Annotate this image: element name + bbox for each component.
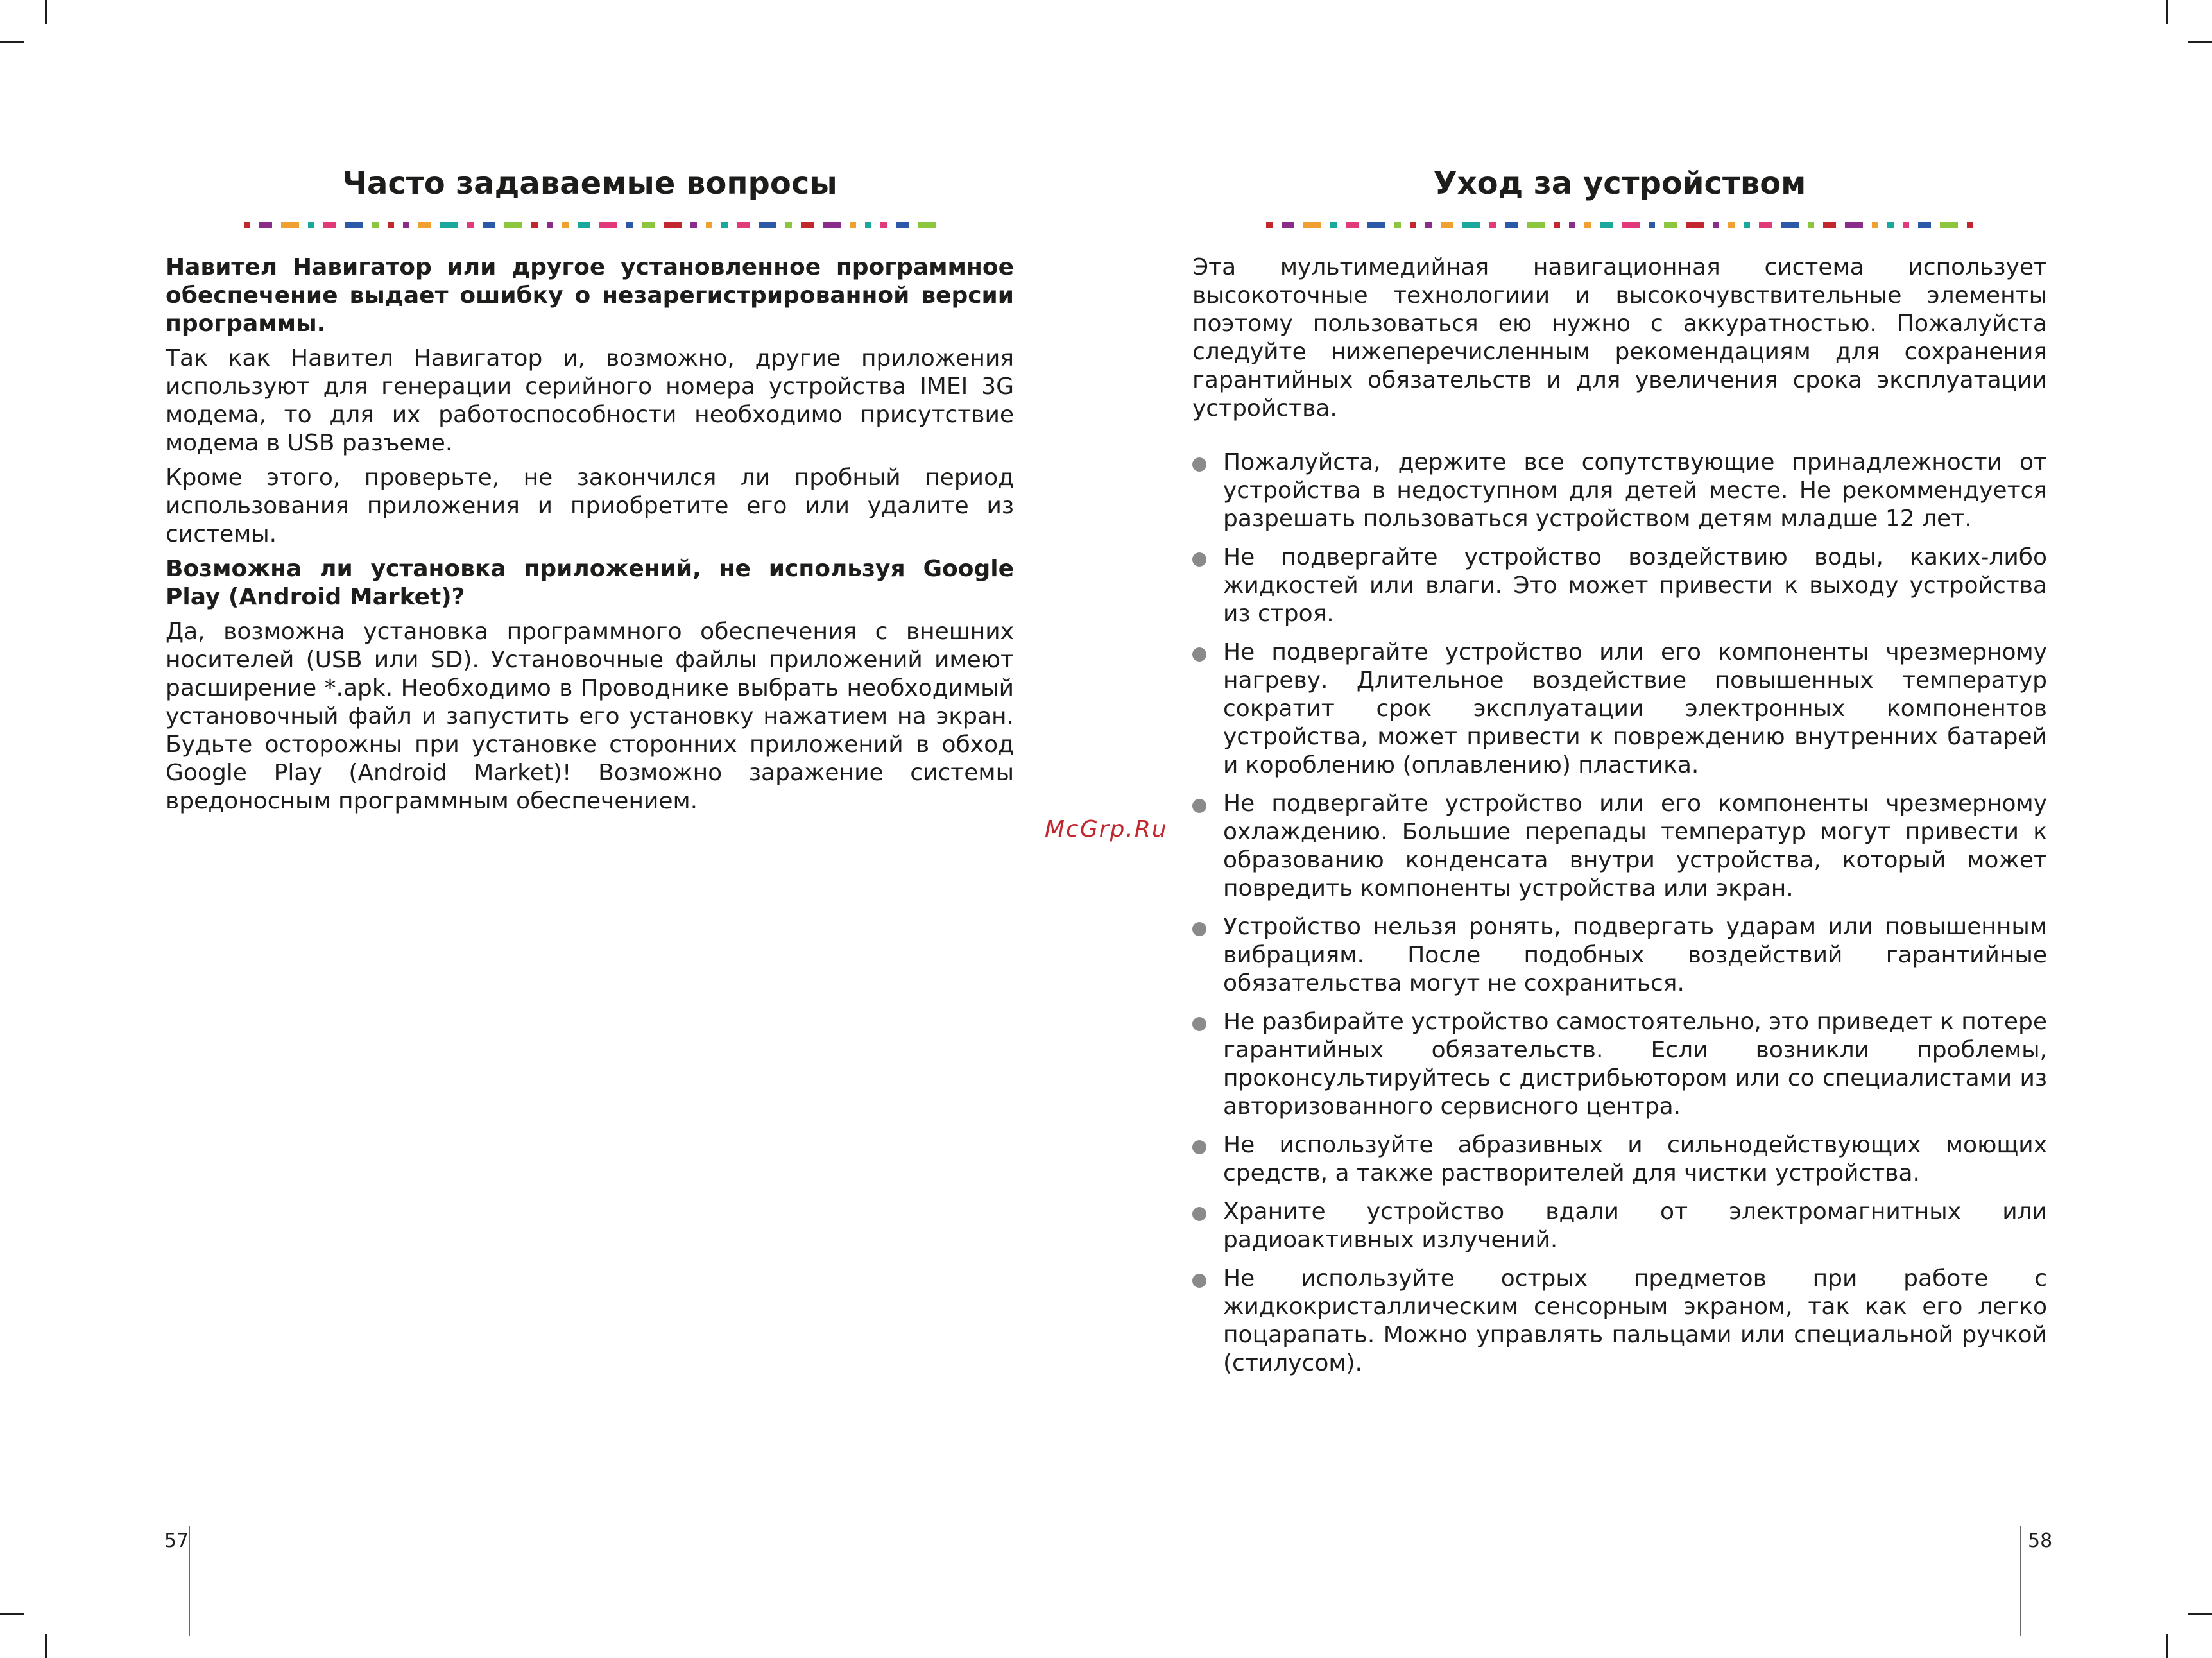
dash-segment [1808, 222, 1814, 228]
dash-segment [1569, 222, 1575, 228]
dash-segment [1713, 222, 1719, 228]
dash-segment [1940, 222, 1958, 228]
care-bullet-item [1192, 1008, 2047, 1121]
dash-segment [1845, 222, 1863, 228]
dash-segment [880, 222, 887, 228]
decorative-dash-rule [166, 222, 1014, 228]
dash-segment [578, 222, 590, 228]
dash-segment [1781, 222, 1799, 228]
dash-segment [1887, 222, 1894, 228]
dash-segment [896, 222, 909, 228]
dash-segment [1346, 222, 1359, 228]
dash-segment [308, 222, 314, 228]
dash-segment [1584, 222, 1591, 228]
dash-segment [1330, 222, 1337, 228]
dash-segment [759, 222, 776, 228]
care-bullet-item [1192, 1198, 2047, 1254]
dash-segment [1441, 222, 1453, 228]
left-column [166, 0, 1014, 1658]
dash-segment [504, 222, 522, 228]
dash-segment [372, 222, 379, 228]
dash-segment [1918, 222, 1931, 228]
dash-segment [1744, 222, 1750, 228]
bullet-text: Не подвергайте устройство или его компоненты чрезмерному нагреву. Длительное воздействие повышенных температур сократит срок эксплуатации электронных компонентов устройства, может привести к повреждению внутренних батарей и короблению (оплавлению) пластика. [1223, 639, 2047, 778]
dash-segment [418, 222, 431, 228]
care-bullet-item [1192, 1131, 2047, 1188]
bullet-text: Не разбирайте устройство самостоятельно, это приведет к потере гарантийных обязательств. Если возникли проблемы, проконсультируйтесь с дистрибьютором или со специалистами из авторизованного сервисного центра. [1223, 1009, 2047, 1120]
dash-segment [801, 222, 814, 228]
dash-segment [1266, 222, 1273, 228]
faq-answer: Да, возможна установка программного обеспечения с внешних носителей (USB или SD). Установочные файлы приложений имеют расширение *.apk. Необходимо в Проводнике выбрать необходимый установочный файл и запустить его установку нажатием на экран. Будьте осторожны при установке сторонних приложений в обход Google Play (Android Market)! Возможно заражение системы вредоносным программным обеспечением. [166, 619, 1014, 814]
dash-segment [1664, 222, 1677, 228]
dash-segment [1686, 222, 1704, 228]
page-number: 57 [164, 1530, 189, 1552]
dash-segment [562, 222, 569, 228]
dash-segment [403, 222, 409, 228]
dash-segment [281, 222, 299, 228]
dash-segment [642, 222, 655, 228]
dash-segment [1394, 222, 1401, 228]
dash-segment [467, 222, 474, 228]
dash-segment [785, 222, 792, 228]
faq-answer: Так как Навител Навигатор и, возможно, другие приложения используют для генерации серийного номера устройства IMEI 3G модема, то для их работоспособности необходимо присутствие модема в USB разъеме. [166, 345, 1014, 456]
dash-segment [1903, 222, 1909, 228]
dash-segment [626, 222, 633, 228]
dash-segment [1303, 222, 1321, 228]
dash-segment [1600, 222, 1613, 228]
bullet-dot-icon [1192, 1207, 1206, 1221]
care-bullet-list [1192, 449, 2047, 1378]
bullet-dot-icon [1192, 1274, 1206, 1288]
faq-answer: Кроме этого, проверьте, не закончился ли пробный период использования приложения и приобретите его или удалите из системы. [166, 465, 1014, 547]
dash-segment [823, 222, 841, 228]
care-bullet-item [1192, 638, 2047, 780]
dash-segment [1367, 222, 1385, 228]
bullet-dot-icon [1192, 647, 1206, 662]
bullet-dot-icon [1192, 552, 1206, 567]
faq-content [166, 253, 1014, 822]
dash-segment [1967, 222, 1973, 228]
dash-segment [547, 222, 553, 228]
dash-segment [440, 222, 458, 228]
page-number: 58 [2028, 1530, 2053, 1552]
dash-segment [1728, 222, 1735, 228]
dash-segment [1425, 222, 1432, 228]
dash-segment [1462, 222, 1480, 228]
dash-segment [1622, 222, 1640, 228]
bullet-text: Не используйте абразивных и сильнодействующих моющих средств, а также растворителей для чистки устройства. [1223, 1132, 2047, 1186]
care-bullet-item [1192, 449, 2047, 533]
dash-segment [1410, 222, 1416, 228]
decorative-dash-rule [1192, 222, 2047, 228]
bullet-dot-icon [1192, 1140, 1206, 1154]
dash-segment [1759, 222, 1772, 228]
dash-segment [721, 222, 728, 228]
care-bullet-item [1192, 913, 2047, 998]
dash-segment [1527, 222, 1545, 228]
bullet-text: Пожалуйста, держите все сопутствующие принадлежности от устройства в недоступном для детей месте. Не рекоммендуется разрешать пользоваться устройством детям младше 12 лет. [1223, 449, 2047, 532]
bullet-dot-icon [1192, 799, 1206, 813]
dash-segment [323, 222, 336, 228]
bullet-text: Храните устройство вдали от электромагнитных или радиоактивных излучений. [1223, 1199, 2047, 1253]
care-bullet-item [1192, 1265, 2047, 1378]
dash-segment [1505, 222, 1518, 228]
dash-segment [244, 222, 250, 228]
right-page [1106, 0, 2212, 1658]
dash-segment [483, 222, 495, 228]
watermark: McGrp.Ru [1045, 816, 1168, 842]
dash-segment [259, 222, 272, 228]
dash-segment [1872, 222, 1878, 228]
dash-segment [850, 222, 856, 228]
dash-segment [690, 222, 697, 228]
dash-segment [1282, 222, 1294, 228]
care-content [1192, 253, 2047, 1388]
dash-segment [664, 222, 682, 228]
intro-paragraph: Эта мультимедийная навигационная система использует высокоточные технологиии и высокочувствительные элементы поэтому пользоваться ею нужно с аккуратностью. Пожалуйста следуйте нижеперечисленным рекомендациям для сохранения гарантийных обязательств и для увеличения срока эксплуатации устройства. [1192, 254, 2047, 422]
dash-segment [865, 222, 871, 228]
page-title: Часто задаваемые вопросы [342, 166, 837, 201]
bullet-text: Не подвергайте устройство или его компоненты чрезмерному охлаждению. Большие перепады температур могут привести к образованию конденсата внутри устройства, который может повредить компоненты устройства или экран. [1223, 791, 2047, 902]
dash-segment [918, 222, 936, 228]
right-column [1192, 0, 2047, 1658]
dash-segment [599, 222, 617, 228]
faq-question: Возможна ли установка приложений, не используя Google Play (Android Market)? [166, 556, 1014, 610]
dash-segment [706, 222, 712, 228]
bullet-dot-icon [1192, 1017, 1206, 1031]
bullet-text: Не подвергайте устройство воздействию воды, каких-либо жидкостей или влаги. Это может привести к выходу устройства из строя. [1223, 544, 2047, 627]
care-bullet-item [1192, 790, 2047, 903]
dash-segment [531, 222, 538, 228]
dash-segment [1823, 222, 1836, 228]
faq-question: Навител Навигатор или другое установленное программное обеспечение выдает ошибку о незарегистрированной версии программы. [166, 254, 1014, 337]
page-number-rule [2020, 1526, 2021, 1636]
care-bullet-item [1192, 543, 2047, 628]
dash-segment [1489, 222, 1496, 228]
page-title: Уход за устройством [1433, 166, 1806, 201]
dash-segment [388, 222, 394, 228]
bullet-dot-icon [1192, 922, 1206, 936]
dash-segment [345, 222, 363, 228]
bullet-dot-icon [1192, 457, 1206, 472]
bullet-text: Не используйте острых предметов при работе с жидкокристаллическим сенсорным экраном, так как его легко поцарапать. Можно управлять пальцами или специальной ручкой (стилусом). [1223, 1265, 2047, 1376]
dash-segment [1554, 222, 1560, 228]
dash-segment [1649, 222, 1655, 228]
dash-segment [737, 222, 750, 228]
page-number-rule [189, 1526, 190, 1636]
bullet-text: Устройство нельзя ронять, подвергать ударам или повышенным вибрациям. После подобных воздействий гарантийные обязательства могут не сохраниться. [1223, 914, 2047, 996]
